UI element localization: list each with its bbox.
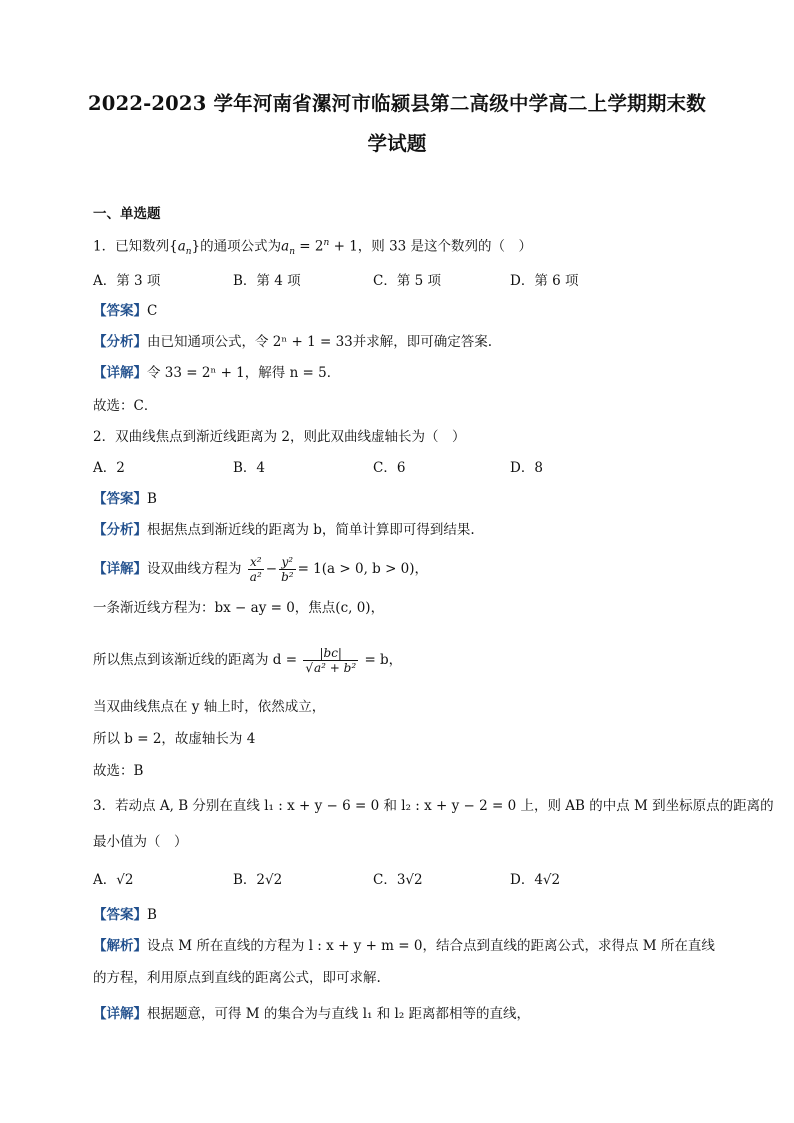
q3-detail-text: 根据题意，可得 M 的集合为与直线 l₁ 和 l₂ 距离都相等的直线， [147, 1006, 531, 1022]
q1-stem [93, 233, 532, 262]
q3-detail [93, 1004, 530, 1024]
q2-detail: 【详解】设双曲线方程为 $\frac{\text{x²}}{\text{a²}}$ − $\frac{\text{y²}}{\text{b²}}$ = 1(a > 0, b > 0)， [93, 555, 429, 584]
hyperbola-fraction-x [248, 555, 264, 584]
q1-option-d: D．第 6 项 [510, 273, 579, 289]
q3-answer [93, 905, 157, 925]
q3-option-b: B．2√2 [233, 872, 283, 888]
q3-option-d: D．4√2 [510, 872, 561, 888]
fraction-denominator: √a² + b² [305, 661, 357, 675]
q1-option-a: A．第 3 项 [93, 273, 161, 289]
q2-option-d: D．8 [510, 460, 543, 476]
q2-asymptote: 一条渐近线方程为：bx − ay = 0，焦点(c, 0)， [93, 600, 385, 616]
q1-option-c: C．第 5 项 [373, 273, 442, 289]
q3-answer-value: B [147, 907, 157, 923]
q1-an-sub: n [289, 247, 295, 258]
q1-analysis-text: 由已知通项公式，令 2ⁿ + 1 = 33并求解，即可确定答案. [147, 334, 493, 350]
q1-option-b: B．第 4 项 [233, 273, 301, 289]
q3-stem-line1: 3．若动点 A, B 分别在直线 l₁ : x + y − 6 = 0 和 l₂ : x + y − 2 = 0 上，则 AB 的中点 M 到坐标原点的距离的 [93, 798, 774, 814]
answer-tag: 【答案】 [93, 303, 147, 319]
fraction-numerator: x² [248, 555, 264, 570]
q3-option-c: C．3√2 [373, 872, 423, 888]
distance-fraction [303, 646, 358, 675]
fraction-denominator: b² [281, 570, 294, 584]
q1-detail [93, 363, 340, 383]
q3-analysis-line2: 的方程，利用原点到直线的距离公式，即可求解. [93, 970, 381, 986]
q2-answer-value: B [147, 491, 157, 507]
q1-detail-text: 令 33 = 2ⁿ + 1，解得 n = 5． [147, 365, 341, 381]
fraction-numerator: y² [279, 555, 296, 570]
q2-option-c: C．6 [373, 460, 406, 476]
fraction-numerator: |bc| [303, 646, 358, 661]
q2-detail-tail: = 1(a > 0, b > 0)， [297, 561, 429, 577]
answer-tag: 【答案】 [93, 907, 147, 923]
q1-stem-part: ，则 33 是这个数列的（ ） [357, 238, 533, 255]
q2-detail-text: 设双曲线方程为 [147, 561, 242, 577]
q2-y-axis-note: 当双曲线焦点在 y 轴上时，依然成立， [93, 699, 326, 715]
q1-stem-part: 1．已知数列{ [93, 238, 178, 255]
q2-analysis [93, 520, 475, 540]
q1-an: a [281, 238, 290, 255]
fraction-denominator: a² [249, 570, 262, 584]
q1-stem-part: }的通项公式为 [191, 238, 282, 255]
q2-option-a: A．2 [93, 460, 125, 476]
q1-answer-value: C [147, 303, 158, 319]
q2-analysis-text: 根据焦点到渐近线的距离为 b，简单计算即可得到结果. [147, 522, 475, 538]
sqrt-radicand: a² + b² [314, 661, 357, 675]
detail-tag: 【详解】 [93, 1006, 147, 1022]
q2-answer [93, 489, 157, 509]
q1-an-sub: n [185, 247, 192, 258]
q1-analysis [93, 332, 492, 352]
q2-conclusion: 所以 b = 2，故虚轴长为 4 [93, 731, 256, 747]
section-heading: 一、单选题 [93, 206, 161, 222]
q2-distance [93, 646, 402, 675]
answer-tag: 【答案】 [93, 491, 147, 507]
q2-stem: 2．双曲线焦点到渐近线距离为 2，则此双曲线虚轴长为（ ） [93, 429, 466, 445]
document-title-line1: 2022-2023 学年河南省漯河市临颍县第二高级中学高二上学期期末数 [88, 92, 706, 115]
analysis-tag: 【解析】 [93, 938, 147, 954]
q2-distance-text: 所以焦点到该渐近线的距离为 d = [93, 652, 298, 668]
hyperbola-fraction-y [279, 555, 296, 584]
q1-choice: 故选：C． [93, 398, 158, 414]
q1-formula: = 2 [299, 238, 324, 255]
q2-choice: 故选：B [93, 763, 144, 779]
q3-analysis-line1 [93, 936, 715, 956]
q3-stem-line2: 最小值为（ ） [93, 834, 188, 850]
q1-an: a [177, 238, 186, 255]
detail-tag: 【详解】 [93, 365, 147, 381]
q1-formula-sup: n [323, 238, 330, 248]
document-title-line2: 学试题 [367, 132, 427, 155]
q1-answer [93, 301, 157, 321]
analysis-tag: 【分析】 [93, 334, 147, 350]
q1-formula-tail: + 1 [329, 238, 358, 255]
q3-option-a: A．√2 [93, 872, 134, 888]
q2-distance-tail: = b， [364, 652, 403, 668]
q2-option-b: B．4 [233, 460, 266, 476]
q3-analysis-text: 设点 M 所在直线的方程为 l : x + y + m = 0，结合点到直线的距离公式，求得点 M 所在直线 [147, 938, 715, 954]
analysis-tag: 【分析】 [93, 522, 147, 538]
detail-tag: 【详解】 [93, 561, 147, 577]
